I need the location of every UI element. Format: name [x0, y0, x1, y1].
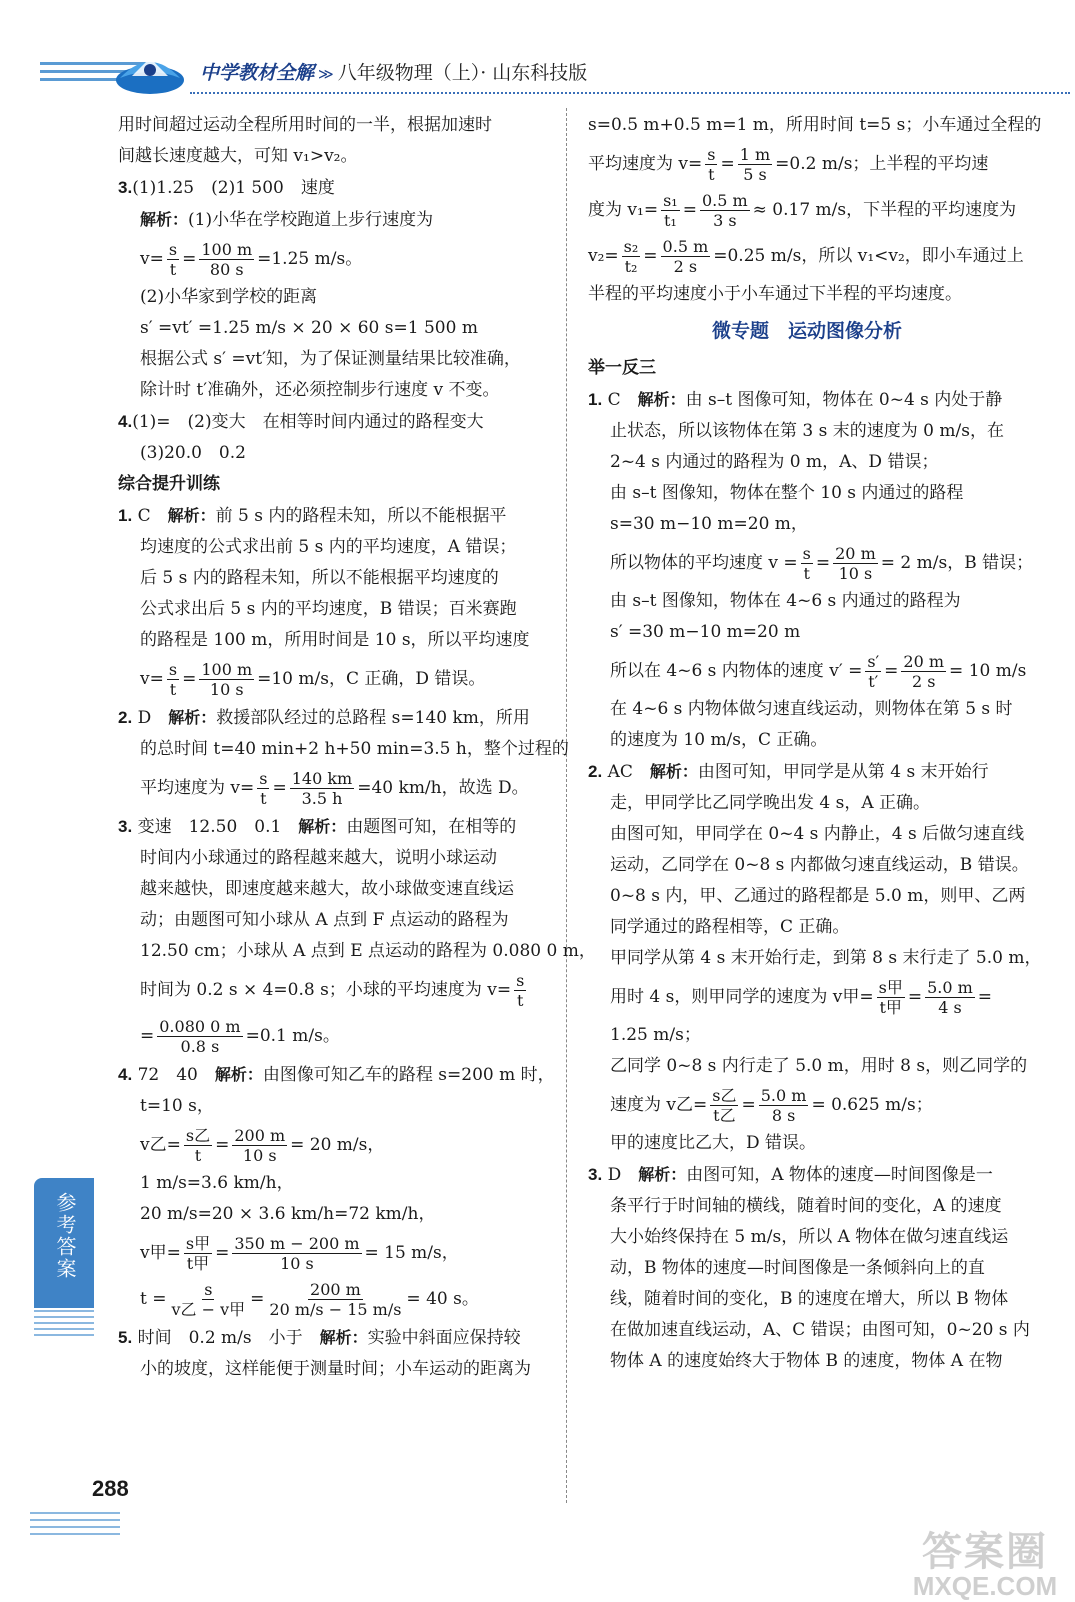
text-line: s′ =30 m−10 m=20 m — [610, 622, 801, 642]
side-tab-stripes — [34, 1310, 94, 1340]
formula: 度为 v₁= $\frac{\text{s₁}}{\text{t₁}}$ = $\frac{0.5 m}{3 s}$ ≈ 0.17 m/s，下半程的平均速度为 — [588, 190, 1017, 230]
side-tab-label: 参考答案 — [53, 1192, 77, 1280]
fraction: $\frac{0.5 m}{2 s}$ — [662, 236, 709, 276]
text-line: 12.50 cm；小球从 A 点到 E 点运动的路程为 0.080 0 m， — [140, 941, 596, 961]
answer-4: 4.(1)= (2)变大 在相等时间内通过的路程变大 — [118, 412, 484, 432]
formula: 时间为 0.2 s × 4=0.8 s；小球的平均速度为 v= $\frac{s}{t}$ — [140, 970, 525, 1010]
fraction: $\frac{\text{s乙}}{\text{t乙}}$ — [712, 1085, 737, 1125]
text-line: 公式求出后 5 s 内的平均速度，B 错误；百米赛跑 — [140, 599, 517, 619]
answer-j1: 1. C 解析：由 s–t 图像可知，物体在 0~4 s 内处于静 — [588, 390, 1003, 410]
text-line: t=10 s， — [140, 1096, 214, 1116]
watermark-line1: 答案圈 — [922, 1530, 1048, 1574]
formula: 用时 4 s，则甲同学的速度为 v甲= $\frac{\text{s甲}}{\text{t甲}}$ = $\frac{5.0 m}{4 s}$ = — [610, 977, 993, 1017]
formula: 平均速度为 v= $\frac{s}{t}$ = $\frac{140 km}{3.5 h}$ =40 km/h，故选 D。 — [140, 768, 529, 808]
text-line: 间越长速度越大，可知 v₁>v₂。 — [118, 146, 358, 166]
text-line: 0~8 s 内，甲、乙通过的路程都是 5.0 m，则甲、乙两 — [610, 886, 1026, 906]
text-line: 的速度为 10 m/s，C 正确。 — [610, 730, 828, 750]
fraction: $\frac{s'}{t'}$ — [867, 651, 880, 691]
fraction: $\frac{5.0 m}{4 s}$ — [927, 977, 973, 1017]
answer-3: 3.(1)1.25 (2)1 500 速度 — [118, 178, 335, 198]
text-line: 在 4~6 s 内物体做匀速直线运动，则物体在第 5 s 时 — [610, 699, 1013, 719]
text-line: 越来越快，即速度越来越大，故小球做变速直线运 — [140, 879, 514, 899]
book-logo-icon — [110, 40, 190, 98]
text-line: 1.25 m/s； — [610, 1025, 701, 1045]
answer-z1: 1. C 解析：前 5 s 内的路程未知，所以不能根据平 — [118, 506, 507, 526]
fraction: $\frac{s}{t}$ — [168, 239, 178, 279]
book-subtitle: 八年级物理（上）· 山东科技版 — [337, 62, 588, 84]
text-line: 由图可知，甲同学在 0~4 s 内静止，4 s 后做匀速直线 — [610, 824, 1025, 844]
topic-title: 微专题 运动图像分析 — [711, 320, 902, 342]
text-line: 小的坡度，这样能便于测量时间；小车运动的距离为 — [140, 1359, 531, 1379]
side-tab-answers — [34, 1178, 94, 1308]
fraction: $\frac{1 m}{5 s}$ — [739, 144, 771, 184]
text-line: s′ =vt′ =1.25 m/s × 20 × 60 s=1 500 m — [140, 318, 478, 338]
text-line: 甲的速度比乙大，D 错误。 — [610, 1133, 817, 1153]
text-line: s=30 m−10 m=20 m， — [610, 514, 808, 534]
fraction: $\frac{s}{t}$ — [168, 659, 178, 699]
fraction: $\frac{20 m}{10 s}$ — [835, 543, 876, 583]
formula: 所以物体的平均速度 v = $\frac{s}{t}$ = $\frac{20 m}{10 s}$ = 2 m/s，B 错误； — [610, 543, 1034, 583]
fraction: $\frac{\text{s₁}}{\text{t₁}}$ — [663, 190, 678, 230]
fraction: $\frac{s}{\text{v乙 − v甲}}$ — [171, 1279, 246, 1319]
answer-j3: 3. D 解析：由图可知，A 物体的速度—时间图像是一 — [588, 1165, 993, 1185]
text-line: 止状态，所以该物体在第 3 s 末的速度为 0 m/s，在 — [610, 421, 1004, 441]
fraction: $\frac{\text{s甲}}{\text{t甲}}$ — [185, 1233, 211, 1273]
formula: 所以在 4~6 s 内物体的速度 v′ = $\frac{s'}{t'}$ = $\frac{20 m}{2 s}$ = 10 m/s — [610, 651, 1027, 691]
text-line: 在做加速直线运动，A、C 错误；由图可知，0~20 s 内 — [610, 1320, 1030, 1340]
column-divider — [566, 108, 567, 1503]
answer-z2: 2. D 解析：救援部队经过的总路程 s=140 km，所用 — [118, 708, 530, 728]
fraction: $\frac{100 m}{10 s}$ — [201, 659, 253, 699]
text-line: 后 5 s 内的路程未知，所以不能根据平均速度的 — [140, 568, 499, 588]
formula: v₂= $\frac{\text{s₂}}{\text{t₂}}$ = $\frac{0.5 m}{2 s}$ =0.25 m/s，所以 v₁<v₂，即小车通过上 — [588, 236, 1024, 276]
fraction: $\frac{s}{t}$ — [707, 144, 716, 184]
header-dotted-rule — [190, 92, 1070, 94]
footer-lines — [30, 1512, 120, 1540]
fraction: $\frac{s}{t}$ — [802, 543, 811, 583]
formula: v= $\frac{s}{t}$ = $\frac{100 m}{10 s}$ =10 m/s，C 正确，D 错误。 — [140, 659, 486, 699]
fraction: $\frac{20 m}{2 s}$ — [903, 651, 945, 691]
watermark — [900, 1520, 1070, 1602]
analysis-line: 解析：(1)小华在学校跑道上步行速度为 — [140, 210, 434, 230]
formula: 平均速度为 v= $\frac{s}{t}$ = $\frac{1 m}{5 s}$ =0.2 m/s；上半程的平均速 — [588, 144, 989, 184]
fraction: $\frac{5.0 m}{8 s}$ — [760, 1085, 807, 1125]
text-line: 大小始终保持在 5 m/s，所以 A 物体在做匀速直线运 — [610, 1227, 1009, 1247]
fraction: $\frac{\text{s甲}}{\text{t甲}}$ — [878, 977, 903, 1017]
left-column — [118, 110, 596, 1385]
text-line: 20 m/s=20 × 3.6 km/h=72 km/h， — [140, 1204, 436, 1224]
text-line: 运动，乙同学在 0~8 s 内都做匀速直线运动，B 错误。 — [610, 855, 1029, 875]
fraction: $\frac{200 m}{10 s}$ — [234, 1125, 286, 1165]
text-line: 用时间超过运动全程所用时间的一半，根据加速时 — [118, 115, 492, 135]
section-heading: 举一反三 — [588, 358, 656, 378]
text-line: 半程的平均速度小于小车通过下半程的平均速度。 — [588, 284, 962, 304]
header-separator: ≫ — [318, 65, 334, 83]
formula: v乙= $\frac{\text{s乙}}{t}$ = $\frac{200 m}{10 s}$ = 20 m/s， — [140, 1125, 385, 1165]
formula: v= $\frac{s}{t}$ = $\frac{100 m}{80 s}$ =1.25 m/s。 — [140, 239, 363, 279]
text-line: 根据公式 s′ =vt′知，为了保证测量结果比较准确， — [140, 349, 521, 369]
fraction: $\frac{\text{s乙}}{t}$ — [185, 1125, 211, 1165]
fraction: $\frac{s}{t}$ — [516, 970, 525, 1010]
answer-z5: 5. 时间 0.2 m/s 小于 解析：实验中斜面应保持较 — [118, 1328, 521, 1348]
book-title: 中学教材全解 — [200, 62, 315, 84]
fraction: $\frac{0.080 0 m}{0.8 s}$ — [159, 1016, 241, 1056]
formula: = $\frac{0.080 0 m}{0.8 s}$ =0.1 m/s。 — [140, 1016, 340, 1056]
fraction: $\frac{100 m}{80 s}$ — [201, 239, 253, 279]
page-header — [0, 0, 1075, 100]
text-line: 动；由题图可知小球从 A 点到 F 点运动的路程为 — [140, 910, 509, 930]
fraction: $\frac{0.5 m}{3 s}$ — [701, 190, 748, 230]
answer-j2: 2. AC 解析：由图可知，甲同学是从第 4 s 末开始行 — [588, 762, 989, 782]
text-line: 同学通过的路程相等，C 正确。 — [610, 917, 850, 937]
text-line: 物体 A 的速度始终大于物体 B 的速度，物体 A 在物 — [610, 1351, 1003, 1371]
text-line: 甲同学从第 4 s 末开始行走，到第 8 s 末行走了 5.0 m， — [610, 948, 1042, 968]
text-line: 由 s–t 图像知，物体在整个 10 s 内通过的路程 — [610, 483, 964, 503]
page-number: 288 — [92, 1476, 129, 1501]
header-title — [200, 58, 587, 85]
text-line: 线，随着时间的变化，B 的速度在增大，所以 B 物体 — [610, 1289, 1009, 1309]
text-line: (2)小华家到学校的距离 — [140, 287, 318, 307]
text-line: 动，B 物体的速度—时间图像是一条倾斜向上的直 — [610, 1258, 985, 1278]
text-line: 均速度的公式求出前 5 s 内的平均速度，A 错误； — [140, 537, 517, 557]
text-line: 的总时间 t=40 min+2 h+50 min=3.5 h，整个过程的 — [140, 739, 569, 759]
fraction: $\frac{140 km}{3.5 h}$ — [291, 768, 353, 808]
formula: v甲= $\frac{\text{s甲}}{\text{t甲}}$ = $\frac{350 m - 200 m}{10 s}$ = 15 m/s， — [140, 1233, 459, 1273]
text-line: 时间内小球通过的路程越来越大，说明小球运动 — [140, 848, 497, 868]
text-line: 由 s–t 图像知，物体在 4~6 s 内通过的路程为 — [610, 591, 961, 611]
fraction: $\frac{s}{t}$ — [259, 768, 268, 808]
fraction: $\frac{200 m}{20 m/s - 15 m/s}$ — [269, 1279, 402, 1319]
formula: t = $\frac{s}{\text{v乙 − v甲}}$ = $\frac{200 m}{20 m/s - 15 m/s}$ = 40 s。 — [140, 1279, 479, 1319]
text-line: 的路程是 100 m，所用时间是 10 s，所以平均速度 — [140, 630, 530, 650]
answer-z3: 3. 变速 12.50 0.1 解析：由题图可知，在相等的 — [118, 817, 517, 837]
text-line: 2~4 s 内通过的路程为 0 m，A、D 错误； — [610, 452, 939, 472]
text-line: 除计时 t′准确外，还必须控制步行速度 v 不变。 — [140, 380, 500, 400]
text-line: 乙同学 0~8 s 内行走了 5.0 m，用时 8 s，则乙同学的 — [610, 1056, 1028, 1076]
fraction: $\frac{350 m - 200 m}{10 s}$ — [234, 1233, 360, 1273]
section-heading: 综合提升训练 — [118, 474, 220, 494]
formula: 速度为 v乙= $\frac{\text{s乙}}{\text{t乙}}$ = $\frac{5.0 m}{8 s}$ = 0.625 m/s； — [610, 1085, 933, 1125]
text-line: 条平行于时间轴的横线，随着时间的变化，A 的速度 — [610, 1196, 1002, 1216]
text-line: 走，甲同学比乙同学晚出发 4 s，A 正确。 — [610, 793, 931, 813]
text-line: 1 m/s=3.6 km/h， — [140, 1173, 294, 1193]
fraction: $\frac{\text{s₂}}{\text{t₂}}$ — [623, 236, 639, 276]
text-line: s=0.5 m+0.5 m=1 m，所用时间 t=5 s；小车通过全程的 — [588, 115, 1042, 135]
answer-z4: 4. 72 40 解析：由图像可知乙车的路程 s=200 m 时， — [118, 1065, 555, 1085]
text-line: (3)20.0 0.2 — [140, 443, 246, 463]
watermark-line2: MXQE.COM — [912, 1571, 1058, 1601]
right-column — [588, 110, 1042, 1377]
